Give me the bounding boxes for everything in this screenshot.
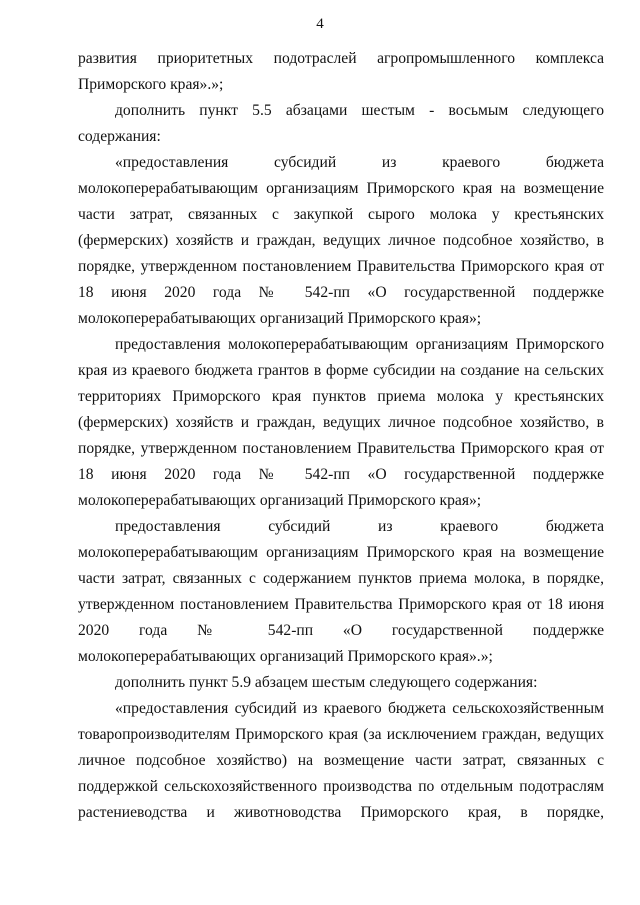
paragraph-grants-collection-points: предоставления молокоперерабатывающим организациям Приморского края из краевого бюджета грантов в форме субсидии на создание на сельских территориях Приморского края пунктов приема молока у крестьянских (фермерских) хозяйств и граждан, ведущих личное подсобное хозяйство, в порядке, утвержденном постановлением Правительства Приморского края от 18 июня 2020 года № 542-пп «О государственной поддержке молокоперерабатывающих организаций Приморского края»; [78, 336, 604, 509]
paragraph-subsidy-maintenance: предоставления субсидий из краевого бюджета молокоперерабатывающим организациям Приморского края на возмещение части затрат, связанных с содержанием пунктов приема молока, в порядке, утвержденном постановлением Правительства Приморского края от 18 июня 2020 года № 542-пп «О государственной поддержке молокоперерабатывающих организаций Приморского края».»; [78, 518, 604, 665]
paragraph-amend-5-5: дополнить пункт 5.5 абзацами шестым - восьмым следующего содержания: [78, 102, 604, 145]
paragraph-amend-5-9: дополнить пункт 5.9 абзацем шестым следующего содержания: [115, 674, 538, 691]
page-number: 4 [316, 16, 324, 32]
paragraph-continuation: развития приоритетных подотраслей агропромышленного комплекса Приморского края».»; [78, 50, 604, 93]
paragraph-subsidy-producers: «предоставления субсидий из краевого бюджета сельскохозяйственным товаропроизводителям Приморского края (за исключением граждан, ведущих личное подсобное хозяйство) на возмещение части затрат, связанных с поддержкой сельскохозяйственного производства по отдельным подотраслям растениеводства и животноводства Приморского края, в порядке, [78, 700, 604, 821]
document-body [78, 46, 604, 826]
paragraph-subsidy-raw-milk: «предоставления субсидий из краевого бюджета молокоперерабатывающим организациям Приморского края на возмещение части затрат, связанных с закупкой сырого молока у крестьянских (фермерских) хозяйств и граждан, ведущих личное подсобное хозяйство, в порядке, утвержденном постановлением Правительства Приморского края от 18 июня 2020 года № 542-пп «О государственной поддержке молокоперерабатывающих организаций Приморского края»; [78, 154, 604, 327]
